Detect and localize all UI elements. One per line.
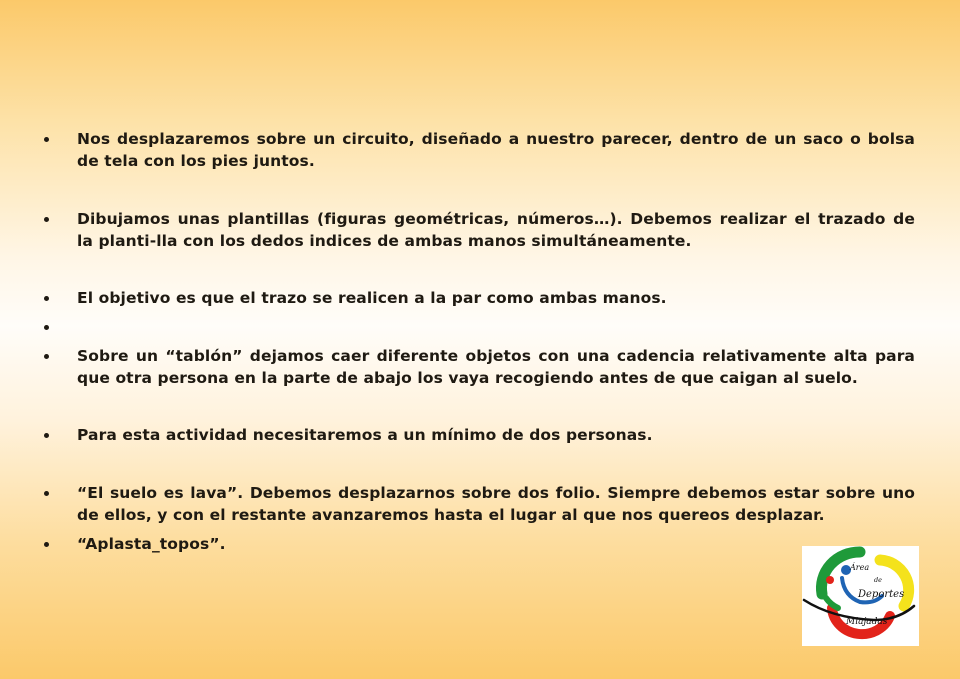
red-figure-head — [826, 576, 834, 584]
logo-text-miajadas: Miajadas — [846, 617, 888, 627]
list-item-text: Nos desplazaremos sobre un circuito, diseñado a nuestro parecer, dentro de un saco o bolsa de tela con los pies juntos. — [77, 130, 915, 170]
list-item — [40, 533, 916, 555]
document-page — [40, 0, 916, 679]
list-item — [40, 208, 916, 252]
list-item-text: Sobre un “tablón” dejamos caer diferente objetos con una cadencia relativamente alta para que otra persona en la parte de abajo los vaya recogiendo antes de que caigan al suelo. — [77, 347, 915, 387]
green-ring — [821, 552, 860, 594]
list-item — [40, 424, 916, 446]
list-item-text: Dibujamos unas plantillas (figuras geométricas, números…). Debemos realizar el trazado de la planti-lla con los dedos indices de ambas manos simultáneamente. — [77, 210, 915, 250]
bullet-dot — [44, 491, 49, 496]
logo-text-de: de — [874, 576, 883, 584]
bullet-dot — [44, 542, 49, 547]
bullet-dot — [44, 217, 49, 222]
list-item-text: “El suelo es lava”. Debemos desplazarnos sobre dos folio. Siempre debemos estar sobre uno de ellos, y con el restante avanzaremos hasta el lugar al que nos quereos desplazar. — [77, 484, 915, 524]
bullet-dot — [44, 325, 49, 330]
logo-text-area: Área — [850, 563, 870, 572]
list-item-text: Para esta actividad necesitaremos a un mínimo de dos personas. — [77, 426, 653, 444]
bullet-dot — [44, 433, 49, 438]
area-deportes-miajadas-logo — [802, 546, 919, 646]
logo-text-deportes: Deportes — [858, 589, 905, 600]
bullet-dot — [44, 296, 49, 301]
list-item-text: El objetivo es que el trazo se realicen a la par como ambas manos. — [77, 289, 667, 307]
logo-graphic — [802, 546, 919, 646]
bullet-dot — [44, 137, 49, 142]
bullet-dot — [44, 354, 49, 359]
list-item-text: “Aplasta_topos”. — [77, 535, 226, 553]
list-item — [40, 345, 916, 389]
list-item — [40, 482, 916, 526]
list-item — [40, 287, 916, 309]
list-item — [40, 128, 916, 172]
